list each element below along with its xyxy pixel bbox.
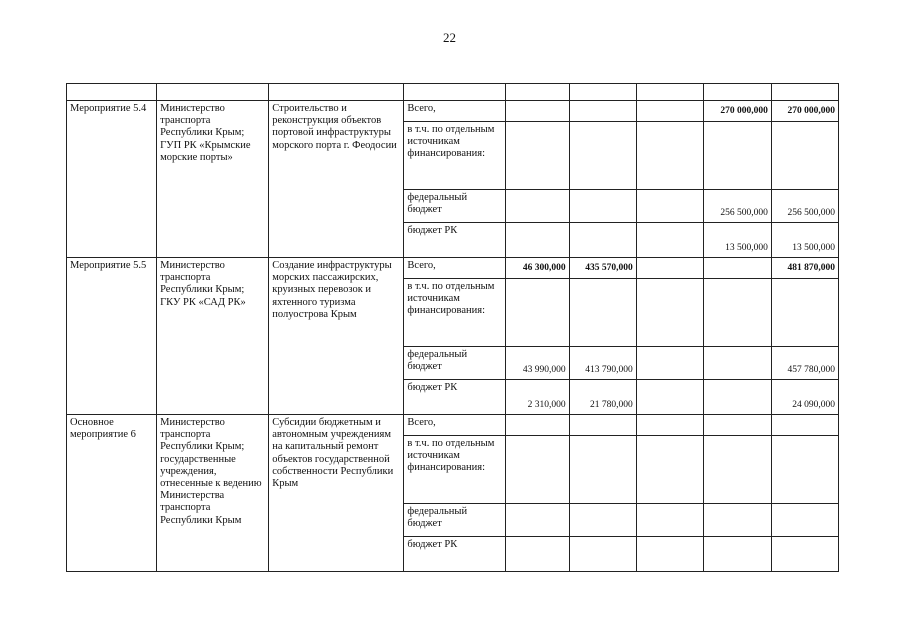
total-row bbox=[67, 415, 839, 436]
executor-cell: Министерство транспорта Республики Крым; ГУП РК «Крымские морские порты» bbox=[157, 101, 269, 258]
description-cell: Строительство и реконструкция объектов портовой инфраструктуры морского порта г. Феодосии bbox=[269, 101, 404, 258]
amount-cell bbox=[505, 436, 569, 504]
amount-cell bbox=[636, 347, 703, 380]
amount-cell bbox=[636, 223, 703, 258]
funding-source-label: в т.ч. по отдельным источникам финансирования: bbox=[404, 279, 505, 347]
amount-cell bbox=[703, 122, 771, 190]
activity-cell: Мероприятие 5.5 bbox=[67, 258, 157, 415]
amount-cell bbox=[636, 504, 703, 537]
amount-cell bbox=[636, 122, 703, 190]
amount-cell bbox=[636, 537, 703, 572]
amount-cell: 413 790,000 bbox=[569, 347, 636, 380]
description-cell: Создание инфраструктуры морских пассажирских, круизных перевозок и яхтенного туризма полуострова Крым bbox=[269, 258, 404, 415]
amount-cell bbox=[505, 537, 569, 572]
amount-cell: 435 570,000 bbox=[569, 258, 636, 279]
amount-cell bbox=[771, 279, 838, 347]
amount-cell: 24 090,000 bbox=[771, 380, 838, 415]
executor-cell: Министерство транспорта Республики Крым; ГКУ РК «САД РК» bbox=[157, 258, 269, 415]
amount-cell: 256 500,000 bbox=[703, 190, 771, 223]
header-cell bbox=[157, 84, 269, 101]
amount-cell bbox=[703, 258, 771, 279]
amount-cell: 2 310,000 bbox=[505, 380, 569, 415]
funding-source-label: бюджет РК bbox=[404, 537, 505, 572]
amount-cell bbox=[505, 279, 569, 347]
amount-cell bbox=[703, 504, 771, 537]
amount-cell bbox=[569, 504, 636, 537]
amount-cell: 46 300,000 bbox=[505, 258, 569, 279]
amount-cell bbox=[569, 190, 636, 223]
amount-cell bbox=[771, 122, 838, 190]
amount-cell bbox=[569, 122, 636, 190]
header-cell bbox=[67, 84, 157, 101]
header-cell bbox=[505, 84, 569, 101]
header-cell bbox=[636, 84, 703, 101]
funding-source-label: Всего, bbox=[404, 258, 505, 279]
funding-source-label: Всего, bbox=[404, 101, 505, 122]
amount-cell bbox=[636, 279, 703, 347]
header-cell bbox=[771, 84, 838, 101]
amount-cell bbox=[636, 436, 703, 504]
activity-cell: Мероприятие 5.4 bbox=[67, 101, 157, 258]
amount-cell bbox=[569, 279, 636, 347]
amount-cell bbox=[636, 190, 703, 223]
amount-cell: 481 870,000 bbox=[771, 258, 838, 279]
funding-source-label: Всего, bbox=[404, 415, 505, 436]
funding-source-label: в т.ч. по отдельным источникам финансирования: bbox=[404, 436, 505, 504]
amount-cell bbox=[569, 101, 636, 122]
amount-cell: 13 500,000 bbox=[771, 223, 838, 258]
amount-cell bbox=[569, 223, 636, 258]
page-number: 22 bbox=[443, 30, 456, 45]
amount-cell: 270 000,000 bbox=[703, 101, 771, 122]
amount-cell: 21 780,000 bbox=[569, 380, 636, 415]
amount-cell: 270 000,000 bbox=[771, 101, 838, 122]
amount-cell bbox=[505, 223, 569, 258]
amount-cell bbox=[505, 190, 569, 223]
amount-cell bbox=[771, 504, 838, 537]
funding-source-label: бюджет РК bbox=[404, 380, 505, 415]
amount-cell bbox=[703, 279, 771, 347]
amount-cell bbox=[636, 258, 703, 279]
amount-cell bbox=[636, 415, 703, 436]
description-cell: Субсидии бюджетным и автономным учреждениям на капитальный ремонт объектов государственной собственности Республики Крым bbox=[269, 415, 404, 572]
table-header-row bbox=[67, 84, 839, 101]
amount-cell bbox=[771, 537, 838, 572]
amount-cell bbox=[703, 380, 771, 415]
amount-cell bbox=[703, 537, 771, 572]
amount-cell bbox=[636, 101, 703, 122]
amount-cell bbox=[505, 415, 569, 436]
amount-cell bbox=[569, 537, 636, 572]
amount-cell bbox=[636, 380, 703, 415]
amount-cell: 43 990,000 bbox=[505, 347, 569, 380]
amount-cell bbox=[771, 415, 838, 436]
header-cell bbox=[703, 84, 771, 101]
header-cell bbox=[569, 84, 636, 101]
funding-source-label: федеральный бюджет bbox=[404, 504, 505, 537]
amount-cell bbox=[569, 415, 636, 436]
funding-source-label: в т.ч. по отдельным источникам финансирования: bbox=[404, 122, 505, 190]
header-cell bbox=[404, 84, 505, 101]
executor-cell: Министерство транспорта Республики Крым; государственные учреждения, отнесенные к ведению Министерства транспорта Республики Крым bbox=[157, 415, 269, 572]
amount-cell bbox=[771, 436, 838, 504]
amount-cell bbox=[505, 504, 569, 537]
total-row bbox=[67, 101, 839, 122]
amount-cell: 457 780,000 bbox=[771, 347, 838, 380]
amount-cell bbox=[703, 415, 771, 436]
funding-source-label: федеральный бюджет bbox=[404, 347, 505, 380]
header-cell bbox=[269, 84, 404, 101]
amount-cell bbox=[505, 122, 569, 190]
activity-cell: Основное мероприятие 6 bbox=[67, 415, 157, 572]
amount-cell bbox=[569, 436, 636, 504]
amount-cell: 13 500,000 bbox=[703, 223, 771, 258]
amount-cell: 256 500,000 bbox=[771, 190, 838, 223]
funding-source-label: федеральный бюджет bbox=[404, 190, 505, 223]
amount-cell bbox=[505, 101, 569, 122]
amount-cell bbox=[703, 436, 771, 504]
funding-source-label: бюджет РК bbox=[404, 223, 505, 258]
amount-cell bbox=[703, 347, 771, 380]
budget-table bbox=[66, 83, 839, 572]
total-row bbox=[67, 258, 839, 279]
